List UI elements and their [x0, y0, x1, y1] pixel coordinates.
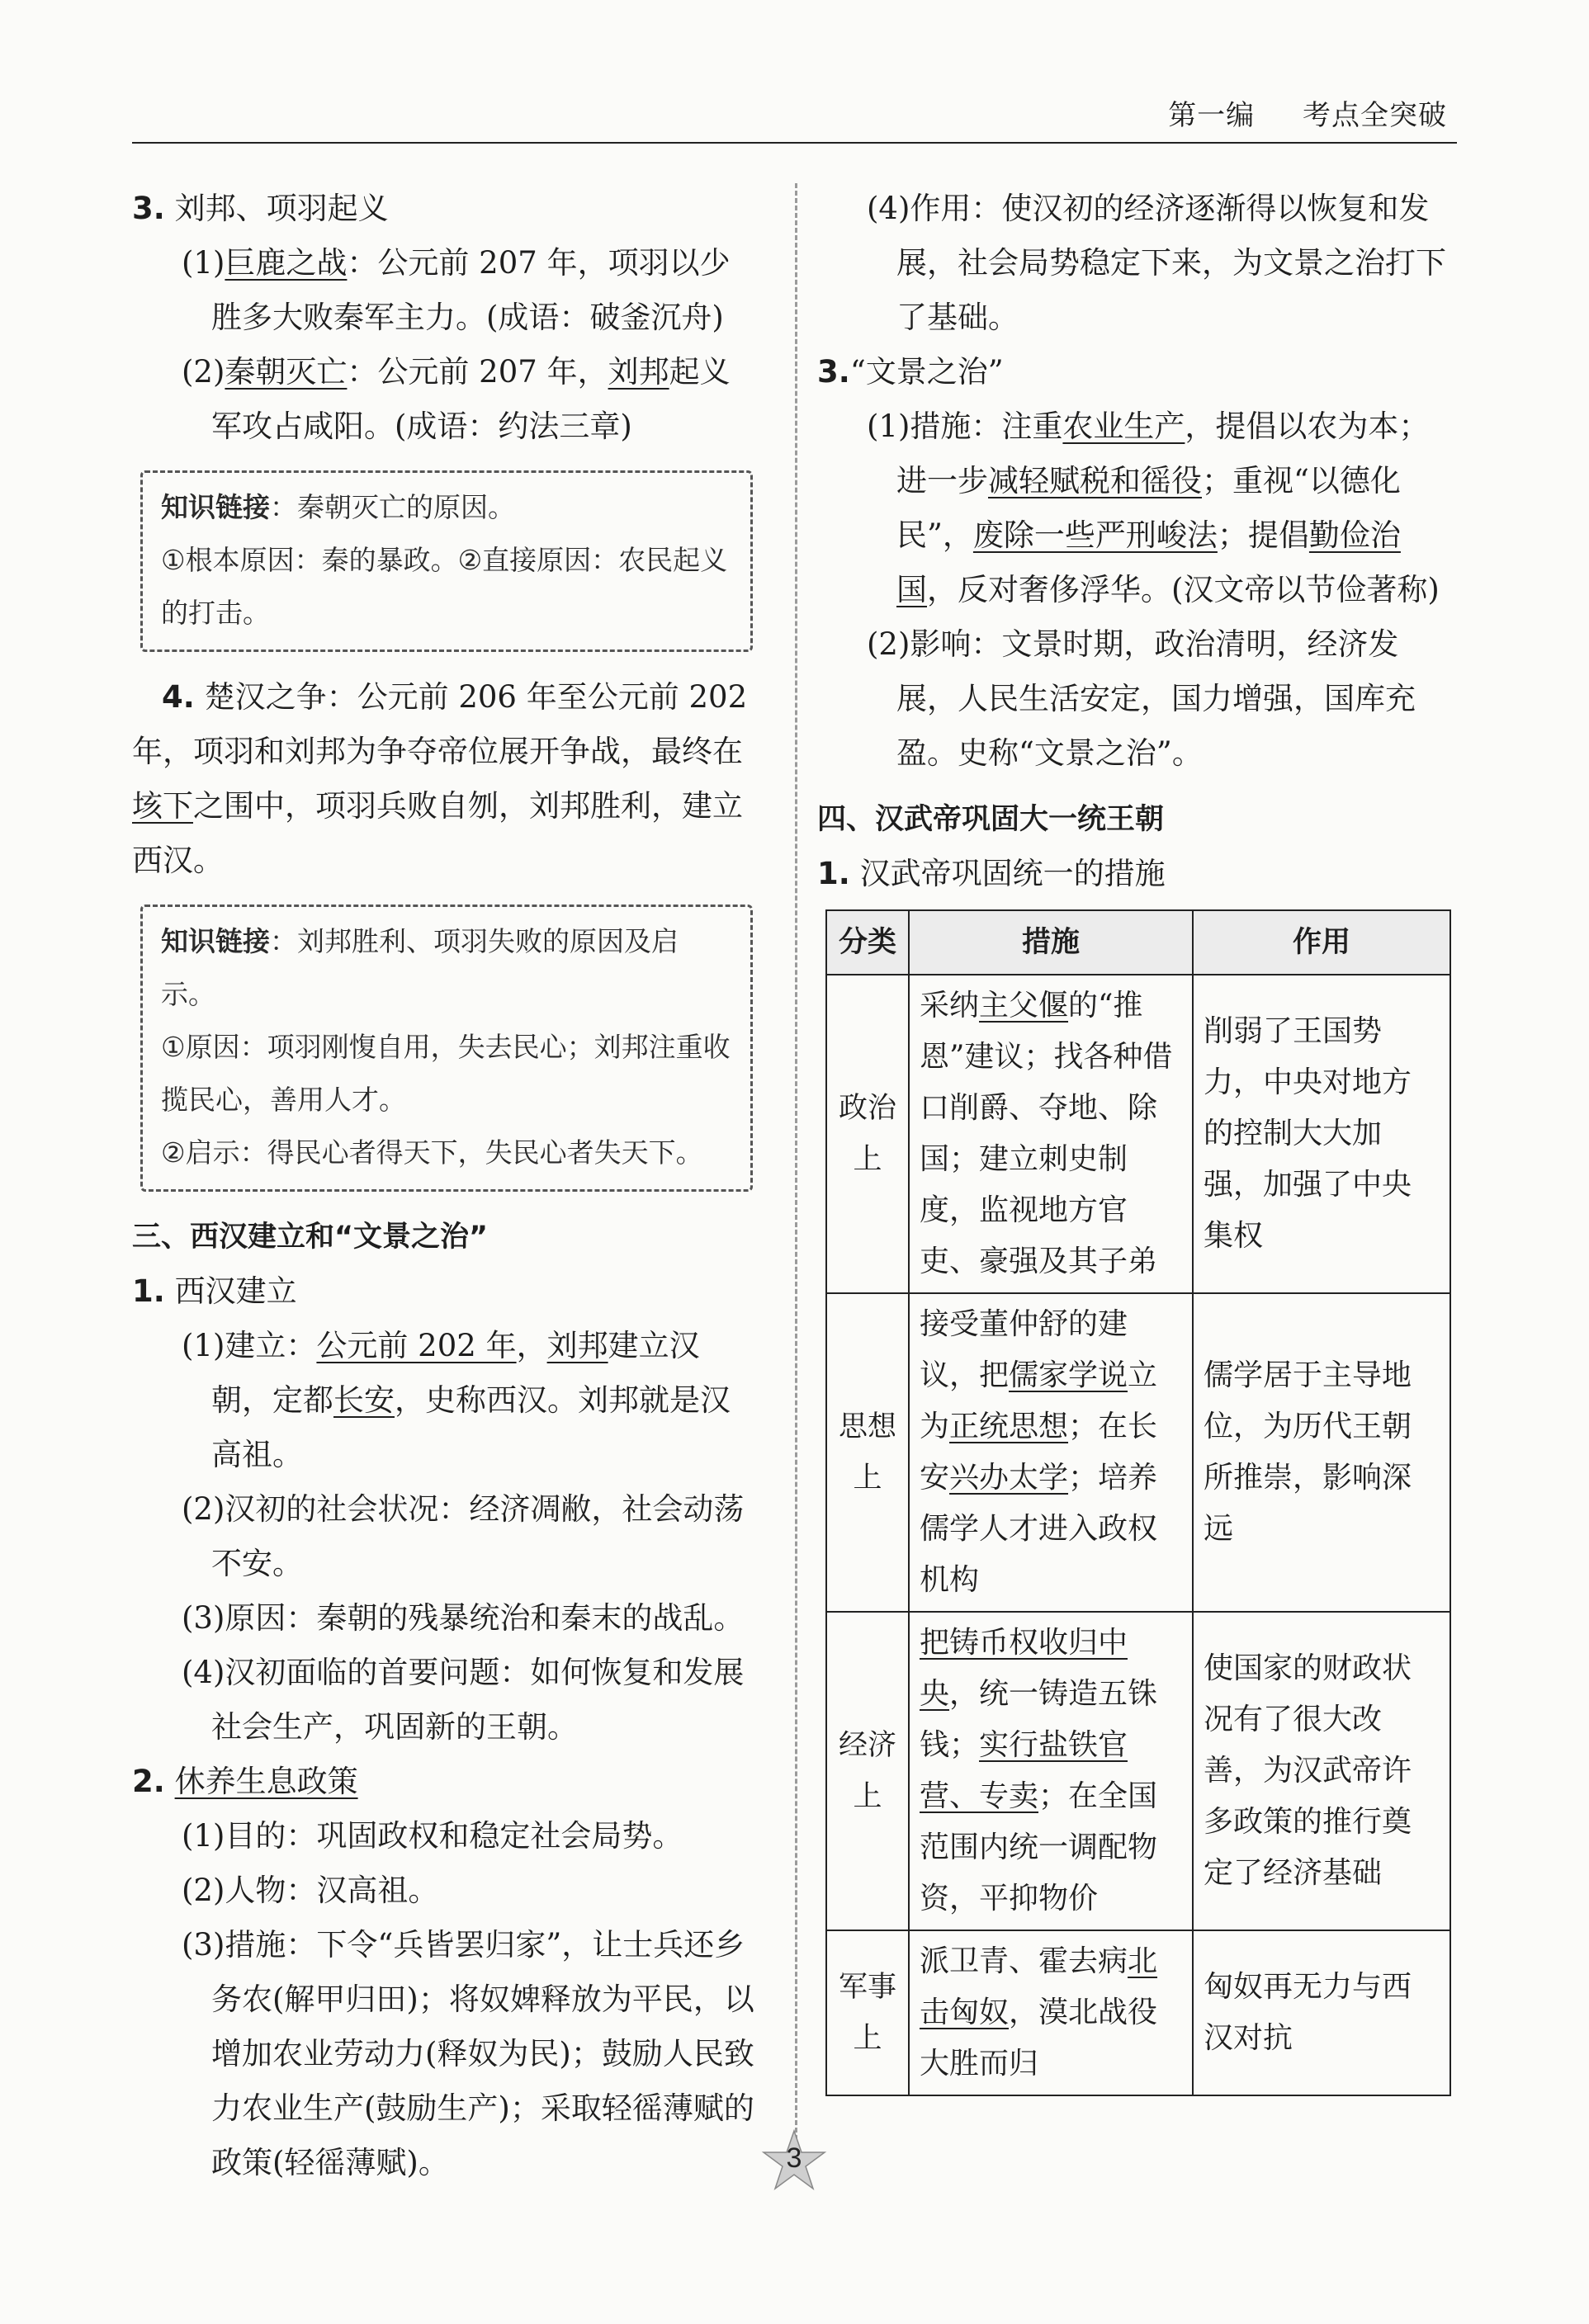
row-measure: 派卫青、霍去病北击匈奴，漠北战役大胜而归 — [909, 1930, 1193, 2095]
row-effect: 削弱了王国势力，中央对地方的控制大大加强，加强了中央集权 — [1193, 975, 1450, 1293]
col-header-category: 分类 — [826, 910, 909, 975]
item-goal: (1)目的：巩固政权和稳定社会局势。 — [182, 1818, 683, 1854]
row-category: 思想上 — [826, 1293, 909, 1612]
row-category: 政治上 — [826, 975, 909, 1293]
header-rule — [132, 142, 1457, 144]
item-wenjing-measures: (1)措施：注重农业生产，提倡以农为本；进一步减轻赋税和徭役；重视“以德化民”，废除一些严刑峻法；提倡勤俭治国，反对奢侈浮华。(汉文帝以节俭著称) — [867, 409, 1440, 607]
col-header-effect: 作用 — [1193, 910, 1450, 975]
row-measure: 接受董仲舒的建议，把儒家学说立为正统思想；在长安兴办太学；培养儒学人才进入政权机构 — [909, 1293, 1193, 1612]
row-effect: 使国家的财政状况有了很大改善，为汉武帝许多政策的推行奠定了经济基础 — [1193, 1612, 1450, 1930]
heading-wudi-measures: 1. 汉武帝巩固统一的措施 — [817, 856, 1166, 891]
row-effect: 儒学居于主导地位，为历代王朝所推崇，影响深远 — [1193, 1293, 1450, 1612]
page-number: 3 — [786, 2142, 802, 2174]
table-header-row — [826, 910, 1450, 975]
measures-table — [825, 909, 1451, 2096]
row-measure: 把铸币权收归中央，统一铸造五铢钱；实行盐铁官营、专卖；在全国范围内统一调配物资，平抑物价 — [909, 1612, 1193, 1930]
item-social-state: (2)汉初的社会状况：经济凋敝，社会动荡不安。 — [182, 1491, 745, 1581]
item-person: (2)人物：汉高祖。 — [182, 1873, 439, 1908]
header-title: 考点全突破 — [1303, 99, 1447, 132]
knowledge-link-box-qin: 知识链接：秦朝灭亡的原因。 ①根本原因：秦的暴政。②直接原因：农民起义的打击。 — [140, 470, 753, 652]
row-category: 经济上 — [826, 1612, 909, 1930]
col-header-measure: 措施 — [909, 910, 1193, 975]
item-qin-fall: (2)秦朝灭亡：公元前 207 年，刘邦起义军攻占咸阳。(成语：约法三章) — [182, 354, 731, 444]
item-effect: (4)作用：使汉初的经济逐渐得以恢复和发展，社会局势稳定下来，为文景之治打下了基础。 — [867, 191, 1446, 335]
item-cause: (3)原因：秦朝的残暴统治和秦末的战乱。 — [182, 1600, 745, 1636]
row-measure: 采纳主父偃的“推恩”建议；找各种借口削爵、夺地、除国；建立刺史制度，监视地方官吏、豪强及其子弟 — [909, 975, 1193, 1293]
heading-uprising: 3. 刘邦、项羽起义 — [132, 191, 389, 226]
table-row — [826, 1612, 1450, 1930]
table-row — [826, 1293, 1450, 1612]
section-3-heading: 三、西汉建立和“文景之治” — [132, 1221, 489, 1254]
heading-wenjing: 3.“文景之治” — [817, 354, 1004, 390]
right-column — [817, 182, 1459, 2096]
running-header — [1168, 92, 1447, 133]
para-chuhan: 4. 楚汉之争：公元前 206 年至公元前 202 年，项羽和刘邦为争夺帝位展开争战，最终在垓下之围中，项羽兵败自刎，刘邦胜利，建立西汉。 — [132, 679, 748, 878]
column-divider — [795, 183, 797, 2147]
left-column — [132, 182, 759, 2190]
item-wenjing-impact: (2)影响：文景时期，政治清明，经济发展，人民生活安定，国力增强，国库充盈。史称“文景之治”。 — [867, 626, 1416, 771]
heading-western-han: 1. 西汉建立 — [132, 1273, 297, 1309]
header-part: 第一编 — [1168, 99, 1256, 132]
table-row — [826, 975, 1450, 1293]
knowledge-link-reason: ①原因：项羽刚愎自用，失去民心；刘邦注重收揽民心，善用人才。 — [161, 1031, 731, 1116]
page-number-badge — [761, 2128, 827, 2194]
item-julu: (1)巨鹿之战：公元前 207 年，项羽以少胜多大败秦军主力。(成语：破釜沉舟) — [182, 245, 731, 335]
knowledge-link-body: ①根本原因：秦的暴政。②直接原因：农民起义的打击。 — [161, 544, 728, 629]
heading-recuperation: 2. 休养生息政策 — [132, 1764, 358, 1799]
item-measures: (3)措施：下令“兵皆罢归家”，让士兵还乡务农(解甲归田)；将奴婢释放为平民，以增加农业劳动力(释奴为民)；鼓励人民致力农业生产(鼓励生产)；采取轻徭薄赋的政策(轻徭薄赋)。 — [182, 1927, 754, 2180]
item-founding: (1)建立：公元前 202 年，刘邦建立汉朝，定都长安，史称西汉。刘邦就是汉高祖。 — [182, 1328, 731, 1472]
section-4-heading: 四、汉武帝巩固大一统王朝 — [817, 803, 1165, 836]
row-category: 军事上 — [826, 1930, 909, 2095]
knowledge-link-box-liubang: 知识链接：刘邦胜利、项羽失败的原因及启示。 ①原因：项羽刚愎自用，失去民心；刘邦注重收揽民心，善用人才。 ②启示：得民心者得天下，失民心者失天下。 — [140, 905, 753, 1192]
row-effect: 匈奴再无力与西汉对抗 — [1193, 1930, 1450, 2095]
knowledge-link-lesson: ②启示：得民心者得天下，失民心者失天下。 — [161, 1136, 703, 1169]
item-main-problem: (4)汉初面临的首要问题：如何恢复和发展社会生产，巩固新的王朝。 — [182, 1655, 745, 1745]
table-row — [826, 1930, 1450, 2095]
